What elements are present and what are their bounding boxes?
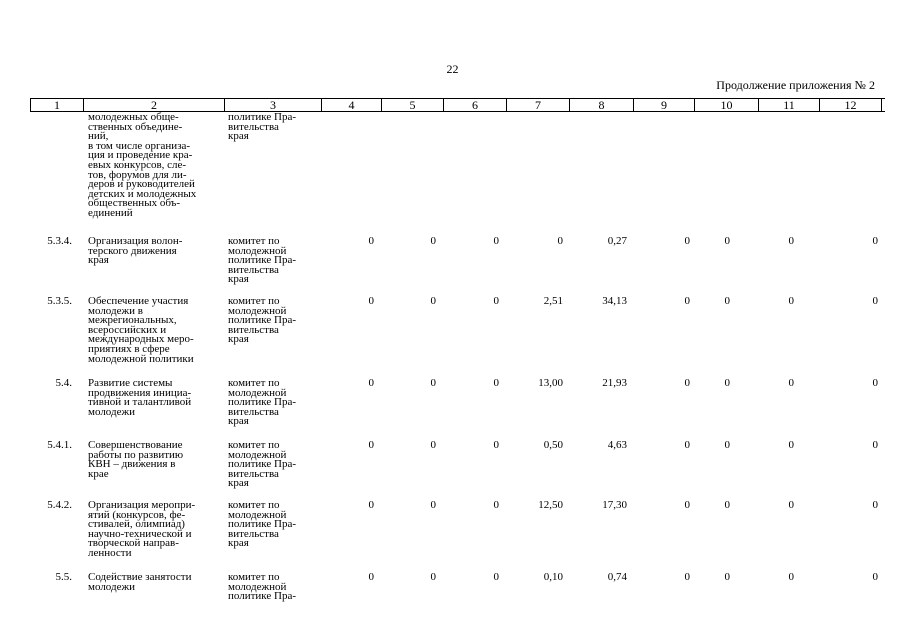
responsible-executor: комитет по молодежной политике Пра- вительства края bbox=[228, 439, 297, 490]
responsible-executor: комитет по молодежной политике Пра- вительства края bbox=[228, 377, 297, 428]
item-name: Обеспечение участия молодежи в межрегиональных, всероссийских и международных меро- приятиях в сфере молодежной политики bbox=[88, 295, 194, 365]
value-col-10: 0 bbox=[724, 439, 730, 451]
responsible-executor: комитет по молодежной политике Пра- bbox=[228, 571, 297, 603]
value-col-10: 0 bbox=[724, 499, 730, 511]
table-header bbox=[30, 98, 885, 112]
value-col-11: 0 bbox=[788, 439, 794, 451]
value-col-9: 0 bbox=[684, 295, 690, 307]
item-number: 5.4.2. bbox=[47, 499, 72, 511]
value-col-8: 4,63 bbox=[607, 439, 627, 451]
item-number: 5.5. bbox=[55, 571, 72, 583]
header-col-7: 7 bbox=[507, 99, 570, 111]
header-col-11: 11 bbox=[759, 99, 820, 111]
value-col-11: 0 bbox=[788, 235, 794, 247]
item-number: 5.4.1. bbox=[47, 439, 72, 451]
value-col-4: 0 bbox=[368, 295, 374, 307]
header-col-8: 8 bbox=[570, 99, 634, 111]
value-col-12: 0 bbox=[872, 499, 878, 511]
value-col-10: 0 bbox=[724, 235, 730, 247]
header-col-12: 12 bbox=[820, 99, 882, 111]
item-name: Содействие занятости молодежи bbox=[88, 571, 192, 593]
value-col-9: 0 bbox=[684, 439, 690, 451]
value-col-10: 0 bbox=[724, 571, 730, 583]
value-col-11: 0 bbox=[788, 377, 794, 389]
item-number: 5.4. bbox=[55, 377, 72, 389]
value-col-11: 0 bbox=[788, 295, 794, 307]
header-col-5: 5 bbox=[382, 99, 444, 111]
value-col-6: 0 bbox=[493, 235, 499, 247]
value-col-12: 0 bbox=[872, 377, 878, 389]
item-name: Развитие системы продвижения инициа- тивной и талантливой молодежи bbox=[88, 377, 192, 418]
value-col-11: 0 bbox=[788, 499, 794, 511]
value-col-12: 0 bbox=[872, 571, 878, 583]
value-col-6: 0 bbox=[493, 499, 499, 511]
value-col-5: 0 bbox=[430, 571, 436, 583]
item-number: 5.3.4. bbox=[47, 235, 72, 247]
value-col-7: 2,51 bbox=[543, 295, 563, 307]
value-col-11: 0 bbox=[788, 571, 794, 583]
header-col-6: 6 bbox=[444, 99, 507, 111]
value-col-8: 21,93 bbox=[602, 377, 627, 389]
value-col-5: 0 bbox=[430, 377, 436, 389]
value-col-5: 0 bbox=[430, 295, 436, 307]
value-col-12: 0 bbox=[872, 439, 878, 451]
value-col-7: 12,50 bbox=[538, 499, 563, 511]
page-number: 22 bbox=[446, 62, 459, 76]
value-col-10: 0 bbox=[724, 377, 730, 389]
value-col-8: 17,30 bbox=[602, 499, 627, 511]
value-col-4: 0 bbox=[368, 439, 374, 451]
value-col-6: 0 bbox=[493, 571, 499, 583]
value-col-8: 0,27 bbox=[607, 235, 627, 247]
value-col-6: 0 bbox=[493, 439, 499, 451]
value-col-10: 0 bbox=[724, 295, 730, 307]
value-col-5: 0 bbox=[430, 499, 436, 511]
item-name: Организация меропри- ятий (конкурсов, фе- стивалей, олимпиад) научно-технической и творческой направ- ленности bbox=[88, 499, 196, 559]
value-col-8: 0,74 bbox=[607, 571, 627, 583]
item-name: Совершенствование работы по развитию КВН – движения в крае bbox=[88, 439, 184, 480]
item-name: Организация волон- терского движения края bbox=[88, 235, 183, 267]
header-col-1: 1 bbox=[31, 99, 84, 111]
value-col-12: 0 bbox=[872, 295, 878, 307]
header-col-2: 2 bbox=[84, 99, 225, 111]
value-col-12: 0 bbox=[872, 235, 878, 247]
header-col-3: 3 bbox=[225, 99, 322, 111]
value-col-9: 0 bbox=[684, 377, 690, 389]
value-col-7: 0 bbox=[557, 235, 563, 247]
header-col-4: 4 bbox=[322, 99, 382, 111]
value-col-4: 0 bbox=[368, 235, 374, 247]
value-col-5: 0 bbox=[430, 439, 436, 451]
value-col-4: 0 bbox=[368, 571, 374, 583]
value-col-4: 0 bbox=[368, 377, 374, 389]
responsible-executor: комитет по молодежной политике Пра- вительства края bbox=[228, 295, 297, 346]
responsible-executor: комитет по молодежной политике Пра- вительства края bbox=[228, 499, 297, 550]
responsible-executor: комитет по молодежной политике Пра- вительства края bbox=[228, 235, 297, 286]
value-col-9: 0 bbox=[684, 235, 690, 247]
value-col-9: 0 bbox=[684, 571, 690, 583]
value-col-6: 0 bbox=[493, 377, 499, 389]
value-col-8: 34,13 bbox=[602, 295, 627, 307]
continuation-label: Продолжение приложения № 2 bbox=[716, 78, 875, 92]
responsible-executor: политике Пра- вительства края bbox=[228, 111, 297, 143]
value-col-7: 0,10 bbox=[543, 571, 563, 583]
value-col-4: 0 bbox=[368, 499, 374, 511]
header-col-10: 10 bbox=[695, 99, 759, 111]
item-name: молодежных обще- ственных объедине- ний, в том числе организа- ция и проведение кра- евых конкурсов, сле- тов, форумов для ли- деров и руководителей детских и молодежных общественных объ- единений bbox=[88, 111, 197, 219]
value-col-9: 0 bbox=[684, 499, 690, 511]
item-number: 5.3.5. bbox=[47, 295, 72, 307]
value-col-7: 13,00 bbox=[538, 377, 563, 389]
value-col-6: 0 bbox=[493, 295, 499, 307]
header-col-9: 9 bbox=[634, 99, 695, 111]
value-col-7: 0,50 bbox=[543, 439, 563, 451]
value-col-5: 0 bbox=[430, 235, 436, 247]
